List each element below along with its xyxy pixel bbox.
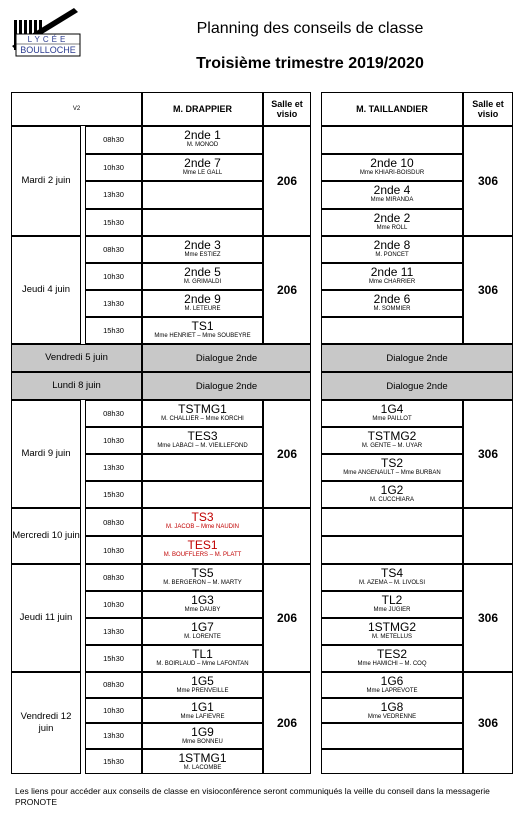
teacher-name: Mme MIRANDA — [370, 197, 414, 203]
slot-time: 08h30 — [85, 126, 142, 154]
teacher-name: M. LORENTE — [184, 634, 221, 640]
class-name: TES1 — [187, 538, 218, 552]
teacher-name: Mme HENRIET – Mme SOUBEYRE — [154, 333, 251, 339]
slot-time: 13h30 — [85, 290, 142, 317]
teacher-name: Mme LABACI – M. VIEILLEFOND — [157, 443, 248, 449]
class-name: 1G5 — [191, 674, 214, 688]
header-room-left: Salle et visio — [263, 92, 311, 126]
dialogue-right: Dialogue 2nde — [321, 344, 513, 372]
teacher-name: M. MONOD — [186, 142, 219, 148]
right-class-cell — [321, 154, 463, 182]
room-right: 306 — [463, 126, 513, 236]
left-class-cell — [142, 723, 263, 749]
slot-time: 08h30 — [85, 236, 142, 263]
right-class-cell — [321, 400, 463, 427]
class-name: 1G2 — [380, 483, 404, 497]
slot-time: 08h30 — [85, 400, 142, 427]
slot-time: 10h30 — [85, 591, 142, 618]
right-class-cell — [321, 698, 463, 724]
class-name: 1G4 — [380, 402, 404, 416]
teacher-name: M. AZEMA – M. LIVOLSI — [358, 580, 426, 586]
room-right: 306 — [463, 400, 513, 508]
left-class-cell — [142, 427, 263, 454]
slot-time: 10h30 — [85, 536, 142, 564]
class-name: 2nde 6 — [373, 292, 411, 306]
header-room-right: Salle et visio — [463, 92, 513, 126]
slot-time: 08h30 — [85, 672, 142, 698]
class-name: 1STMG1 — [178, 750, 227, 765]
class-name: 2nde 11 — [370, 265, 414, 279]
room-left: 206 — [263, 236, 311, 344]
right-class-cell — [321, 126, 463, 154]
left-class-cell — [142, 698, 263, 724]
left-class-cell — [142, 536, 263, 564]
teacher-name: M. SOMMIER — [373, 306, 411, 312]
slot-time: 13h30 — [85, 723, 142, 749]
day-label: Vendredi 5 juin — [11, 344, 142, 372]
left-class-cell — [142, 672, 263, 698]
left-class-cell — [142, 618, 263, 645]
class-name: TL2 — [381, 593, 403, 607]
right-class-cell — [321, 290, 463, 317]
class-name: 1G7 — [191, 620, 214, 634]
slot-time: 13h30 — [85, 454, 142, 481]
teacher-name: Mme ESTIEZ — [184, 252, 221, 258]
teacher-name: M. LETEURE — [184, 306, 221, 312]
teacher-name: M. METELLUS — [371, 634, 412, 640]
teacher-name: M. BERGERON – M. MARTY — [163, 580, 242, 586]
teacher-name: Mme LAPREVOTE — [366, 688, 418, 694]
class-name: 2nde 1 — [184, 128, 221, 142]
slot-time: 13h30 — [85, 181, 142, 209]
slot-time: 08h30 — [85, 564, 142, 591]
day-label: Jeudi 11 juin — [11, 564, 81, 672]
class-name: 2nde 4 — [373, 183, 411, 197]
class-name: 2nde 5 — [184, 265, 221, 279]
right-class-cell — [321, 508, 463, 536]
class-name: 2nde 8 — [373, 238, 411, 252]
right-class-cell — [321, 317, 463, 344]
right-class-cell — [321, 181, 463, 209]
class-name: 2nde 3 — [184, 238, 221, 252]
class-name: TS1 — [191, 319, 214, 333]
dialogue-left: Dialogue 2nde — [142, 344, 311, 372]
left-class-cell — [142, 126, 263, 154]
class-name: 2nde 7 — [184, 155, 221, 170]
slot-time: 15h30 — [85, 749, 142, 775]
teacher-name: Mme JUGIER — [373, 607, 411, 613]
room-left: 206 — [263, 672, 311, 774]
room-left: 206 — [263, 564, 311, 672]
class-name: 1STMG2 — [367, 620, 416, 634]
schedule-table — [11, 92, 513, 774]
left-class-cell — [142, 236, 263, 263]
day-label: Jeudi 4 juin — [11, 236, 81, 344]
class-name: TES2 — [376, 647, 407, 661]
teacher-name: Mme PRENVEILLE — [176, 688, 229, 694]
teacher-name: Mme ROLL — [376, 224, 408, 231]
left-class-cell — [142, 209, 263, 237]
class-name: 2nde 10 — [370, 155, 414, 170]
right-class-cell — [321, 263, 463, 290]
teacher-name: M. GRIMALDI — [183, 279, 222, 285]
teacher-name: M. PONCET — [375, 252, 409, 258]
slot-time: 10h30 — [85, 154, 142, 182]
left-class-cell — [142, 263, 263, 290]
teacher-name: Mme PAILLOT — [372, 416, 412, 422]
class-name: TS3 — [191, 510, 214, 524]
day-label: Mardi 2 juin — [11, 126, 81, 236]
teacher-name: Mme HAMICHI – M. COQ — [357, 661, 427, 667]
left-class-cell — [142, 317, 263, 344]
slot-time: 15h30 — [85, 481, 142, 508]
teacher-name: M. JACOB – Mme NAUDIN — [165, 524, 239, 530]
teacher-name: Mme BONNEU — [182, 739, 223, 745]
class-name: 1G6 — [380, 674, 404, 688]
page-title: Planning des conseils de classe — [196, 20, 424, 37]
day-label: Mercredi 10 juin — [11, 508, 81, 564]
class-name: TES3 — [187, 429, 218, 443]
teacher-name: M. GENTE – M. UYAR — [361, 443, 423, 449]
slot-time: 10h30 — [85, 698, 142, 724]
class-name: TS5 — [191, 566, 214, 580]
logo-text-top: LYCÉE — [27, 35, 69, 44]
teacher-name: Mme LE GALL — [182, 169, 223, 176]
class-name: TSTMG1 — [178, 402, 227, 416]
left-class-cell — [142, 454, 263, 481]
teacher-name: M. CHALLIER – Mme KORCHI — [161, 416, 244, 422]
room-right: 306 — [463, 236, 513, 344]
left-class-cell — [142, 481, 263, 508]
room-right: 306 — [463, 564, 513, 672]
header-version: V2 — [11, 92, 142, 126]
left-class-cell — [142, 564, 263, 591]
left-class-cell — [142, 749, 263, 775]
room-right — [463, 508, 513, 564]
slot-time: 15h30 — [85, 645, 142, 672]
teacher-name: Mme DAUBY — [184, 607, 221, 613]
header-left-teacher: M. DRAPPIER — [142, 92, 263, 126]
class-name: 1G9 — [191, 725, 214, 739]
class-name: 1G1 — [191, 699, 214, 714]
left-class-cell — [142, 508, 263, 536]
teacher-name: Mme KHIARI-BOISDUR — [359, 169, 425, 176]
right-class-cell — [321, 427, 463, 454]
right-class-cell — [321, 481, 463, 508]
dialogue-left: Dialogue 2nde — [142, 372, 311, 400]
class-name: TS2 — [380, 456, 403, 470]
slot-time: 10h30 — [85, 263, 142, 290]
slot-time: 08h30 — [85, 508, 142, 536]
teacher-name: Mme VEDRENNE — [367, 713, 417, 720]
teacher-name: M. BOIRLAUD – Mme LAFONTAN — [156, 661, 249, 667]
right-class-cell — [321, 672, 463, 698]
class-name: TSTMG2 — [367, 429, 417, 443]
left-class-cell — [142, 154, 263, 182]
class-name: TS4 — [380, 566, 403, 580]
dialogue-right: Dialogue 2nde — [321, 372, 513, 400]
right-class-cell — [321, 536, 463, 564]
right-class-cell — [321, 618, 463, 645]
class-name: 2nde 9 — [184, 292, 221, 306]
room-left: 206 — [263, 400, 311, 508]
room-left: 206 — [263, 126, 311, 236]
slot-time: 10h30 — [85, 427, 142, 454]
room-right: 306 — [463, 672, 513, 774]
left-class-cell — [142, 400, 263, 427]
day-label: Lundi 8 juin — [11, 372, 142, 400]
right-class-cell — [321, 454, 463, 481]
teacher-name: Mme ANGENAULT – Mme BURBAN — [343, 470, 441, 476]
right-class-cell — [321, 645, 463, 672]
day-label: Mardi 9 juin — [11, 400, 81, 508]
right-class-cell — [321, 591, 463, 618]
slot-time: 15h30 — [85, 209, 142, 237]
left-class-cell — [142, 591, 263, 618]
teacher-name: M. LACOMBE — [183, 764, 222, 771]
day-label: Vendredi 12 juin — [11, 672, 81, 774]
right-class-cell — [321, 209, 463, 237]
page-subtitle: Troisième trimestre 2019/2020 — [196, 55, 424, 72]
logo-text-bottom: BOULLOCHE — [20, 45, 76, 55]
header-right-teacher: M. TAILLANDIER — [321, 92, 463, 126]
class-name: 1G8 — [380, 699, 404, 714]
slot-time: 13h30 — [85, 618, 142, 645]
teacher-name: M. CUCCHIARA — [369, 497, 414, 503]
left-class-cell — [142, 290, 263, 317]
school-logo — [4, 6, 84, 66]
right-class-cell — [321, 749, 463, 775]
class-name: 1G3 — [191, 593, 214, 607]
teacher-name: Mme CHARRIER — [368, 279, 416, 285]
teacher-name: M. BOUFFLERS – M. PLATT — [163, 552, 242, 558]
right-class-cell — [321, 564, 463, 591]
footer-note: Les liens pour accéder aux conseils de classe en visioconférence seront communiqués la veille du conseil dans la messagerie PRONOTE — [15, 786, 490, 807]
teacher-name: Mme LAFIEVRE — [180, 713, 225, 720]
room-left — [263, 508, 311, 564]
left-class-cell — [142, 645, 263, 672]
class-name: TL1 — [192, 647, 213, 661]
right-class-cell — [321, 236, 463, 263]
right-class-cell — [321, 723, 463, 749]
left-class-cell — [142, 181, 263, 209]
slot-time: 15h30 — [85, 317, 142, 344]
class-name: 2nde 2 — [373, 210, 411, 225]
